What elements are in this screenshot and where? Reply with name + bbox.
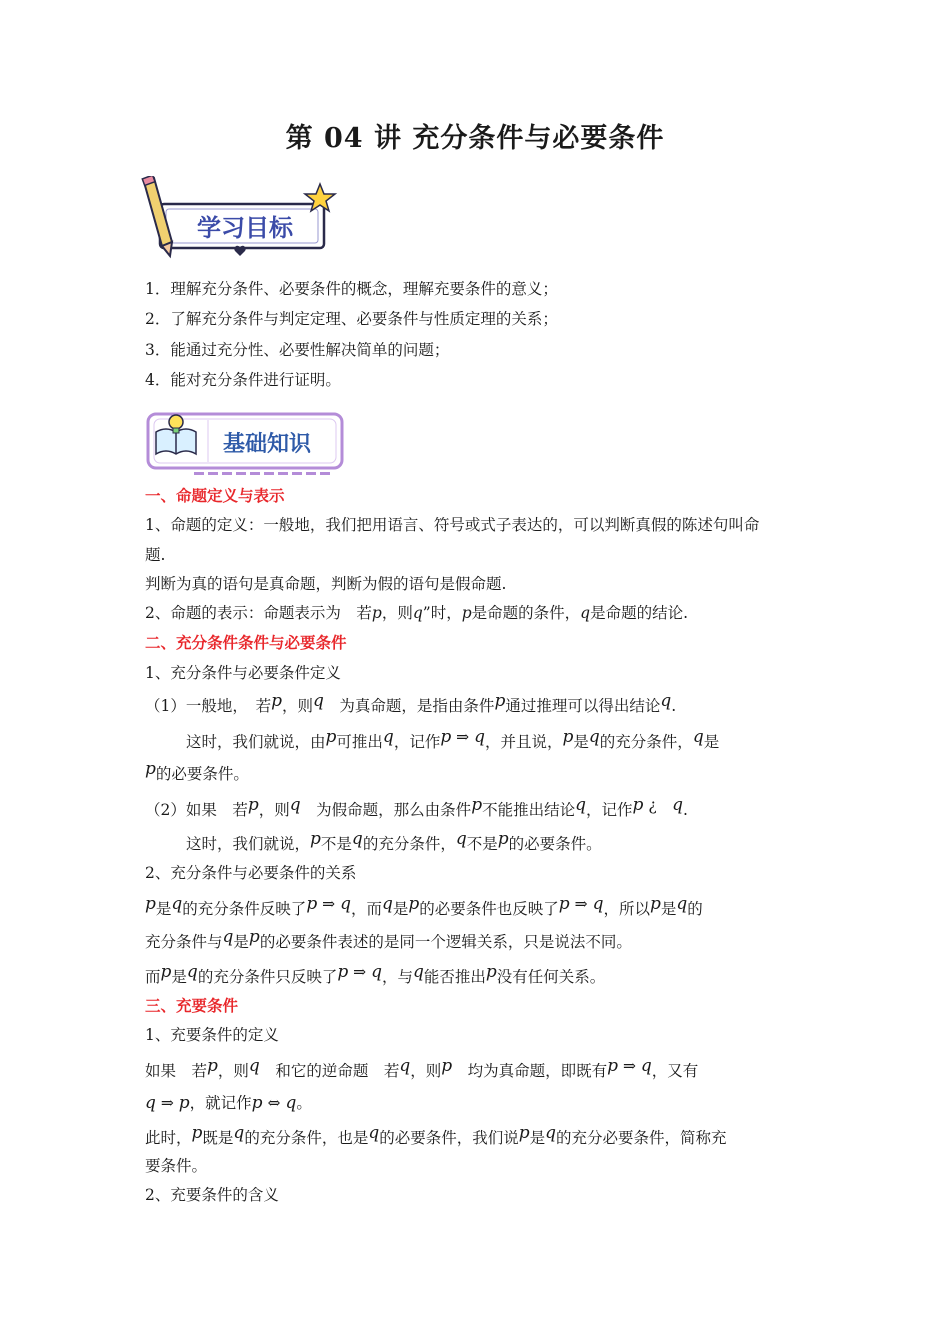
- learning-goals-banner: [140, 176, 340, 262]
- goal-2: 2．了解充分条件与判定定理、必要条件与性质定理的关系；: [145, 310, 558, 328]
- svg-text:学习目标: 学习目标: [197, 214, 293, 242]
- sec3-def-line1: 如果 若p，则q 和它的逆命题 若q，则p 均为真命题，即既有p ⇒ q，又有: [145, 1056, 699, 1080]
- sec2-def-line3: p的必要条件。: [145, 759, 249, 783]
- section-2-heading: 二、充分条件条件与必要条件: [145, 633, 347, 652]
- section-3-heading: 三、充要条件: [145, 996, 239, 1015]
- heart-icon: [234, 246, 245, 256]
- sec1-line1: 1、命题的定义：一般地，我们把用语言、符号或式子表达的，可以判断真假的陈述句叫命: [145, 516, 760, 534]
- sec2-sub1: 1、充分条件与必要条件定义: [145, 664, 341, 682]
- sec2-rel-line3: 而p是q的充分条件只反映了p ⇒ q，与q能否推出p没有任何关系。: [145, 962, 606, 986]
- sec1-line2: 题.: [145, 546, 166, 564]
- sec2-def-line2: 这时，我们就说，由p可推出q，记作p ⇒ q，并且说，p是q的充分条件，q是: [186, 727, 720, 751]
- goal-1: 1．理解充分条件、必要条件的概念，理解充要条件的意义；: [145, 280, 558, 298]
- sec2-rel-line1: p是q的充分条件反映了p ⇒ q，而q是p的必要条件也反映了p ⇒ q，所以p是q的: [145, 894, 703, 918]
- sec1-line4: 2、命题的表示：命题表示为 若p，则q”时，p是命题的条件，q是命题的结论.: [145, 604, 689, 622]
- goal-3: 3．能通过充分性、必要性解决简单的问题；: [145, 341, 450, 359]
- page-title: 第 04 讲 充分条件与必要条件: [285, 123, 665, 154]
- sec2-def-line4: （2）如果 若p，则q 为假命题，那么由条件p不能推出结论q，记作p ¿ q.: [145, 795, 688, 819]
- goal-4: 4．能对充分条件进行证明。: [145, 371, 341, 389]
- sec3-def-line4: 要条件。: [145, 1157, 208, 1175]
- sec3-sub1: 1、充要条件的定义: [145, 1026, 279, 1044]
- sec3-def-line3: 此时，p既是q的充分条件，也是q的必要条件，我们说p是q的充分必要条件，简称充: [145, 1123, 727, 1147]
- sec3-def-line2: q ⇒ p，就记作p ⇔ q。: [145, 1093, 312, 1113]
- svg-text:基础知识: 基础知识: [222, 432, 312, 457]
- sec3-sub2: 2、充要条件的含义: [145, 1186, 279, 1204]
- section-1-heading: 一、命题定义与表示: [145, 486, 285, 505]
- sec2-rel-line2: 充分条件与q是p的必要条件表述的是同一个逻辑关系，只是说法不同。: [145, 927, 632, 951]
- sec1-line3: 判断为真的语句是真命题，判断为假的语句是假命题.: [145, 575, 507, 593]
- sec2-def-line1: （1）一般地， 若p，则q 为真命题，是指由条件p通过推理可以得出结论q.: [145, 691, 677, 715]
- sec2-def-line5: 这时，我们就说，p不是q的充分条件，q不是p的必要条件。: [186, 829, 602, 853]
- basic-knowledge-banner: [142, 408, 348, 480]
- sec2-sub2: 2、充分条件与必要条件的关系: [145, 864, 357, 882]
